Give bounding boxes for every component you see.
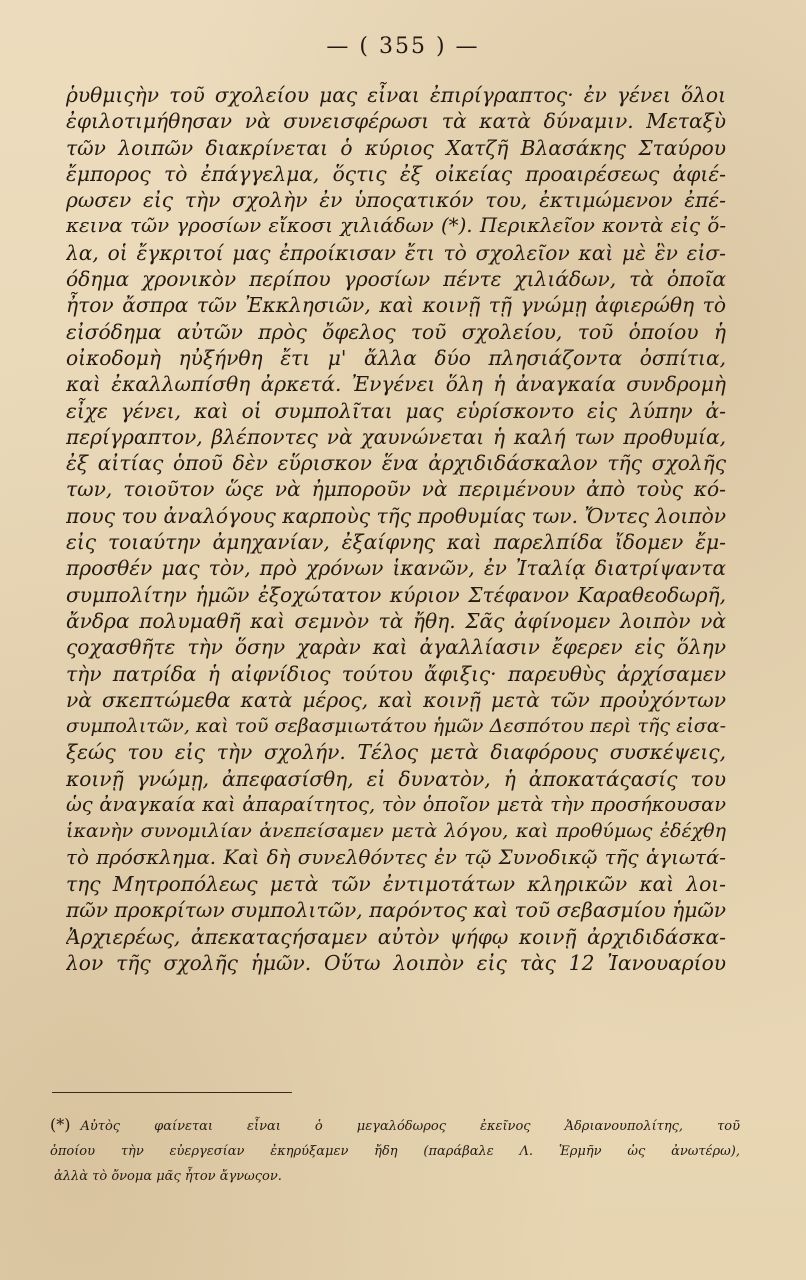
body-line: κοινῇ γνώμῃ, ἀπεφασίσθη, εἰ δυνατὸν, ἡ ἀποκατάςασίς του <box>66 766 726 791</box>
body-line: οἰκοδομὴ ηὐξήνθη ἔτι μ' ἄλλα δύο πλησιάζοντα ὀσπίτια, <box>66 345 726 370</box>
body-line: εἰς τοιαύτην ἀμηχανίαν, ἐξαίφνης καὶ παρελπίδα ἴδομεν ἔμ- <box>66 530 726 555</box>
body-line: λα, οἱ ἔγκριτοί μας ἐπροίκισαν ἔτι τὸ σχολεῖον καὶ μὲ ἓν εἰσ- <box>66 240 726 265</box>
body-line: τὴν πατρίδα ἡ αἰφνίδιος τούτου ἄφιξις· παρευθὺς ἀρχίσαμεν <box>66 661 726 686</box>
page-number-header: — ( 355 ) — <box>326 34 480 59</box>
body-line: Ἀρχιερέως, ἀπεκαταςήσαμεν αὐτὸν ψήφῳ κοινῇ ἀρχιδιδάσκα- <box>66 924 726 949</box>
body-line: ὡς ἀναγκαία καὶ ἀπαραίτητος, τὸν ὁποῖον μετὰ τὴν προσήκουσαν <box>66 793 726 817</box>
body-line: τῶν λοιπῶν διακρίνεται ὁ κύριος Χατζῆ Βλασάκης Σταύρου <box>66 135 726 160</box>
body-line: ἱκανὴν συνομιλίαν ἀνεπείσαμεν μετὰ λόγου, καὶ προθύμως ἐδέχθη <box>66 820 726 843</box>
body-line: ξεώς του εἰς τὴν σχολήν. Τέλος μετὰ διαφόρους συσκέψεις, <box>66 740 726 765</box>
body-line: συμπολιτῶν, καὶ τοῦ σεβασμιωτάτου ἡμῶν Δεσπότου περὶ τῆς εἰσα- <box>66 715 726 738</box>
footnote-marker: (*) <box>50 1115 71 1134</box>
body-line: ἦτον ἄσπρα τῶν Ἐκκλησιῶν, καὶ κοινῇ τῇ γνώμῃ ἀφιερώθη τὸ <box>66 293 726 318</box>
body-line: ςοχασθῆτε τὴν ὅσην χαρὰν καὶ ἀγαλλίασιν ἔφερεν εἰς ὅλην <box>66 635 726 660</box>
body-text <box>66 82 726 976</box>
body-line: πους του ἀναλόγους καρποὺς τῆς προθυμίας των. Ὄντες λοιπὸν <box>66 503 726 528</box>
footnote-line <box>50 1112 740 1139</box>
body-line: πῶν προκρίτων συμπολιτῶν, παρόντος καὶ τοῦ σεβασμίου ἡμῶν <box>66 898 726 923</box>
body-line: συμπολίτην ἡμῶν ἐξοχώτατον κύριον Στέφανον Καραθεοδωρῆ, <box>66 582 726 607</box>
body-line: ἐξ αἰτίας ὁποῦ δὲν εὕρισκον ἕνα ἀρχιδιδάσκαλον τῆς σχολῆς <box>66 451 726 476</box>
body-line: ἔμπορος τὸ ἐπάγγελμα, ὅςτις ἐξ οἰκείας προαιρέσεως ἀφιέ- <box>66 161 726 186</box>
body-line: ρωσεν εἰς τὴν σχολὴν ἐν ὑποςατικόν του, ἐκτιμώμενον ἐπέ- <box>66 188 726 213</box>
body-line: των, τοιοῦτον ὥςε νὰ ἠμποροῦν νὰ περιμένουν ἀπὸ τοὺς κό- <box>66 477 726 502</box>
footnote <box>50 1112 740 1189</box>
footnote-line: ὁποίου τὴν εὐεργεσίαν ἐκηρύξαμεν ἤδη (παράβαλε Λ. Ἑρμῆν ὡς ἀνωτέρω), <box>50 1144 740 1159</box>
body-line: ἄνδρα πολυμαθῆ καὶ σεμνὸν τὰ ἤθη. Σᾶς ἀφίνομεν λοιπὸν νὰ <box>66 608 726 633</box>
footnote-line-text: Αὐτὸς φαίνεται εἶναι ὁ μεγαλόδωρος ἐκεῖνος Ἀδριανουπολίτης, τοῦ <box>80 1119 740 1134</box>
body-line: νὰ σκεπτώμεθα κατὰ μέρος, καὶ κοινῇ μετὰ τῶν προὐχόντων <box>66 687 726 712</box>
body-line: όδημα χρονικὸν περίπου γροσίων πέντε χιλιάδων, τὰ ὁποῖα <box>66 267 726 292</box>
body-line: προσθέν μας τὸν, πρὸ χρόνων ἱκανῶν, ἐν Ἰταλίᾳ διατρίψαντα <box>66 556 726 581</box>
body-line: ἐφιλοτιμήθησαν νὰ συνεισφέρωσι τὰ κατὰ δύναμιν. Μεταξὺ <box>66 109 726 134</box>
body-line: της Μητροπόλεως μετὰ τῶν ἐντιμοτάτων κληρικῶν καὶ λοι- <box>66 871 726 896</box>
footnote-line: ἀλλὰ τὸ ὄνομα μᾶς ἦτον ἄγνωςον. <box>54 1169 282 1184</box>
body-line: τὸ πρόσκλημα. Καὶ δὴ συνελθόντες ἐν τῷ Συνοδικῷ τῆς ἁγιωτά- <box>66 845 726 869</box>
body-line: περίγραπτον, βλέποντες νὰ χαυνώνεται ἡ καλή των προθυμία, <box>66 424 726 449</box>
body-line: ῥυθμιςὴν τοῦ σχολείου μας εἶναι ἐπιρίγραπτος· ἐν γένει ὅλοι <box>66 83 726 107</box>
footnote-divider <box>52 1092 292 1093</box>
body-line: λον τῆς σχολῆς ἡμῶν. Οὕτω λοιπὸν εἰς τὰς 12 Ἰανουαρίου <box>66 950 726 975</box>
body-line: καὶ ἐκαλλωπίσθη ἀρκετά. Ἐνγένει ὅλη ἡ ἀναγκαία συνδρομὴ <box>66 372 726 397</box>
body-line: εἶχε γένει, καὶ οἱ συμπολῖται μας εὑρίσκοντο εἰς λύπην ἀ- <box>66 398 726 423</box>
body-line: εἰσόδημα αὐτῶν πρὸς ὄφελος τοῦ σχολείου, τοῦ ὁποίου ἡ <box>66 319 726 344</box>
body-line: κεινα τῶν γροσίων εἴκοσι χιλιάδων (*). Περικλεῖον κοντὰ εἰς ὅ- <box>66 214 726 238</box>
